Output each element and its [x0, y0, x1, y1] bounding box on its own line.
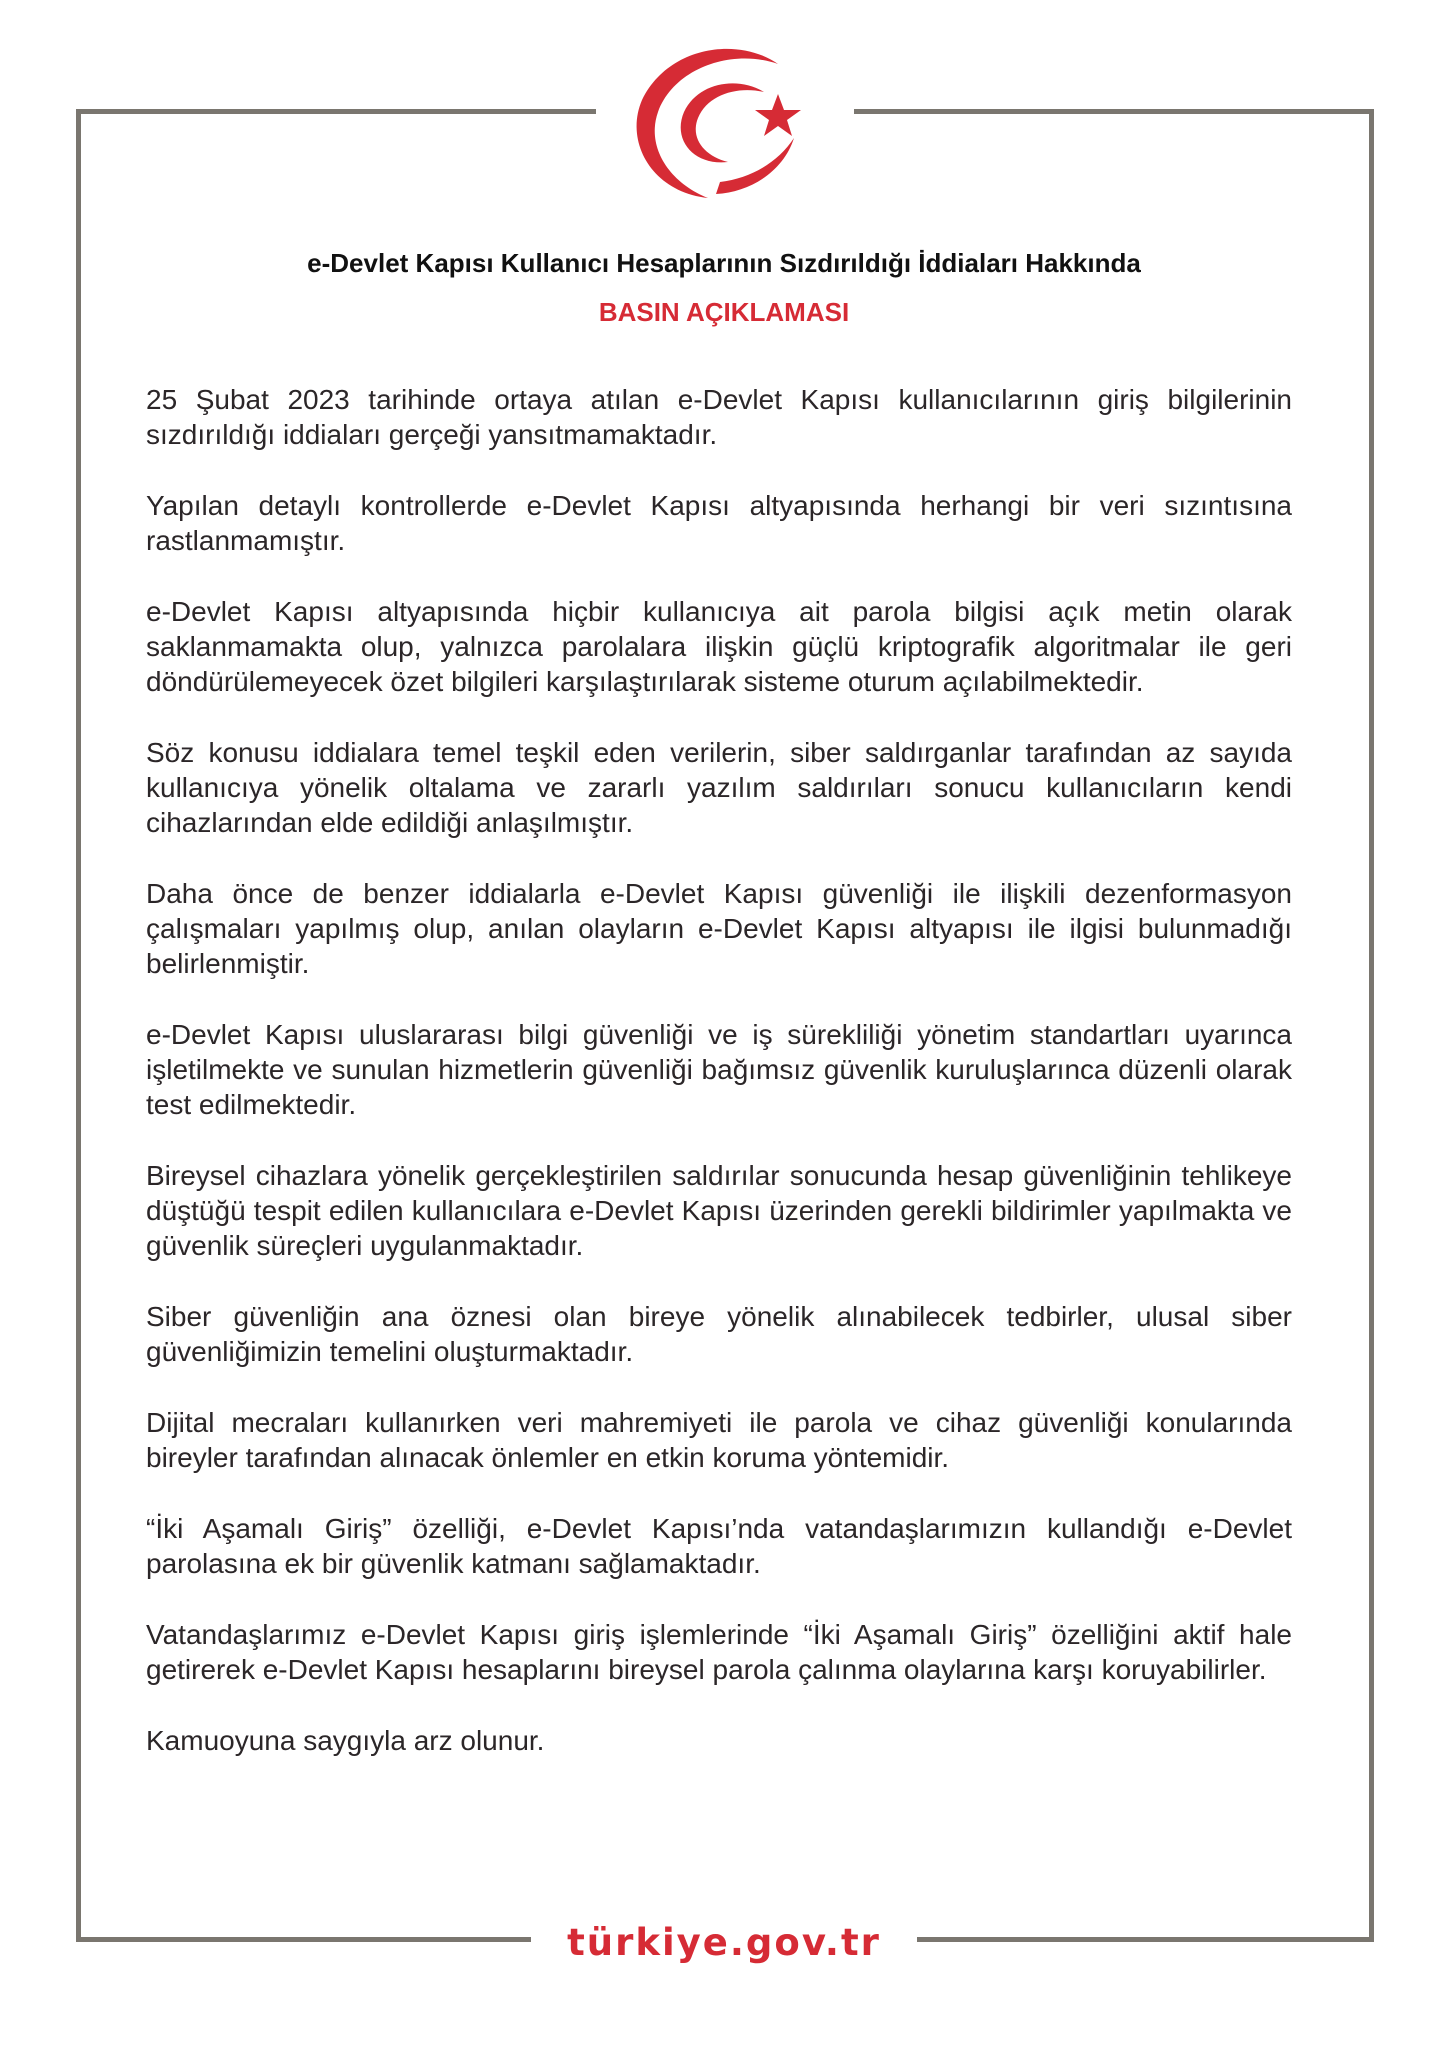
paragraph-1: 25 Şubat 2023 tarihinde ortaya atılan e-Devlet Kapısı kullanıcılarının giriş bilgilerinin sızdırıldığı iddiaları gerçeği yansıtmamaktadır. [146, 384, 1292, 450]
paragraph-2: Yapılan detaylı kontrollerde e-Devlet Kapısı altyapısında herhangi bir veri sızıntısına rastlanmamıştır. [146, 490, 1292, 556]
paragraph-4: Söz konusu iddialara temel teşkil eden verilerin, siber saldırganlar tarafından az sayıda kullanıcıya yönelik oltalama ve zararlı yazılım saldırıları sonucu kullanıcıların kendi cihazlarından elde edildiği anlaşılmıştır. [146, 737, 1292, 838]
paragraph-11: Vatandaşlarımız e-Devlet Kapısı giriş işlemlerinde “İki Aşamalı Giriş” özelliğini aktif hale getirerek e-Devlet Kapısı hesaplarını bireysel parola çalınma olaylarına karşı koruyabilirler. [146, 1619, 1292, 1685]
paragraph-5: Daha önce de benzer iddialarla e-Devlet Kapısı güvenliği ile ilişkili dezenformasyon çalışmaları yapılmış olup, anılan olayların e-Devlet Kapısı altyapısı ile ilgisi bulunmadığı belirlenmiştir. [146, 878, 1292, 979]
frame-right [1369, 109, 1374, 1942]
footer-url[interactable]: türkiye.gov.tr [567, 1921, 881, 1964]
frame-top-right [854, 109, 1374, 114]
frame-bottom-right [917, 1937, 1374, 1942]
crescent-inner-icon [681, 83, 764, 162]
page-subtitle: BASIN AÇIKLAMASI [598, 297, 850, 327]
paragraph-8: Siber güvenliğin ana öznesi olan bireye yönelik alınabilecek tedbirler, ulusal siber güvenliğimizin temelini oluşturmaktadır. [146, 1301, 1292, 1367]
paragraph-6: e-Devlet Kapısı uluslararası bilgi güvenliği ve iş sürekliliği yönetim standartları uyarınca işletilmekte ve sunulan hizmetlerin güvenliği bağımsız güvenlik kuruluşlarınca düzenli olarak test edilmektedir. [146, 1019, 1292, 1120]
paragraph-9: Dijital mecraları kullanırken veri mahremiyeti ile parola ve cihaz güvenliği konularında bireyler tarafından alınacak önlemler en etkin koruma yöntemidir. [146, 1407, 1292, 1473]
star-icon [755, 94, 801, 136]
frame-left [76, 109, 81, 1942]
frame-bottom-left [76, 1937, 531, 1942]
paragraph-10: “İki Aşamalı Giriş” özelliği, e-Devlet Kapısı’nda vatandaşlarımızın kullandığı e-Devlet parolasına ek bir güvenlik katmanı sağlamaktadır. [146, 1513, 1292, 1579]
crescent-lower-icon [716, 138, 794, 194]
paragraph-3: e-Devlet Kapısı altyapısında hiçbir kullanıcıya ait parola bilgisi açık metin olarak saklanmamakta olup, yalnızca parolalara ilişkin güçlü kriptografik algoritmalar ile geri döndürülemeyecek özet bilgileri karşılaştırılarak sisteme oturum açılabilmektedir. [146, 596, 1292, 697]
frame-top-left [76, 109, 596, 114]
turkish-crescent-star-logo [628, 42, 806, 200]
paragraph-7: Bireysel cihazlara yönelik gerçekleştirilen saldırılar sonucunda hesap güvenliğinin tehlikeye düştüğü tespit edilen kullanıcılara e-Devlet Kapısı üzerinden gerekli bildirimler yapılmakta ve güvenlik süreçleri uygulanmaktadır. [146, 1160, 1292, 1261]
statement-body [146, 382, 1292, 1794]
page-title: e-Devlet Kapısı Kullanıcı Hesaplarının Sızdırıldığı İddiaları Hakkında [307, 248, 1141, 278]
closing-line: Kamuoyuna saygıyla arz olunur. [146, 1725, 545, 1756]
